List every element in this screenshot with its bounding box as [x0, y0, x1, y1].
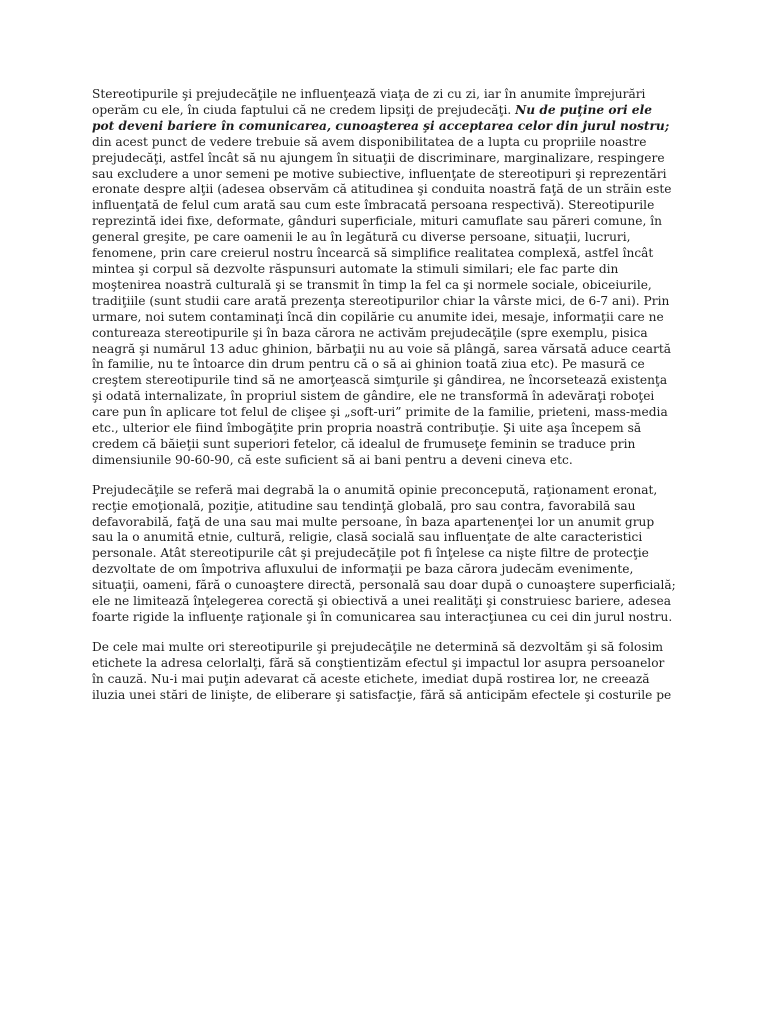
paragraph-3: De cele mai multe ori stereotipurile şi prejudecăţile ne determină să dezvoltăm şi să folosim etichete la adresa celorlalţi, fără să conştientizăm efectul şi impactul lor asupra persoanelor în cauză. Nu-i mai puţin adevarat că aceste etichete, imediat după rostirea lor, ne creează iluzia unei stări de linişte, de eliberare şi satisfacţie, fără să anticipăm efectele şi costurile pe [92, 639, 672, 702]
paragraph-1-emphasis: Nu de puţine ori ele pot deveni bariere în comunicarea, cunoaşterea şi acceptarea celor din jurul nostru; [92, 102, 670, 133]
paragraph-1-body: din acest punct de vedere trebuie să avem disponibilitatea de a lupta cu propriile noastre prejudecăţi, astfel încât să nu ajungem în situaţii de discriminare, marginalizare, respingere sau excludere a unor semeni pe motive subiective, influenţate de stereotipuri şi reprezentări eronate despre alţii (adesea observăm că atitudinea şi conduita noastră faţă de un străin este influenţată de felul cum arată sau cum este îmbracată persoana respectivă). Stereotipurile reprezintă idei fixe, deformate, gânduri superficiale, mituri camuflate sau păreri comune, în general greşite, pe care oamenii le au în legătură cu diverse persoane, situaţii, lucruri, fenomene, prin care creierul nostru încearcă să simplifice realitatea complexă, astfel încât mintea şi corpul să dezvolte răspunsuri automate la stimuli similari; ele fac parte din moştenirea noastră culturală şi se transmit în timp la fel ca şi normele sociale, obiceiurile, tradiţiile (sunt studii care arată prezenţa stereotipurilor chiar la vârste mici, de 6-7 ani). Prin urmare, noi sutem contaminaţi încă din copilărie cu anumite idei, mesaje, informaţii care ne contureaza stereotipurile şi în baza cărora ne activăm prejudecăţile (spre exemplu, pisica neagră şi numărul 13 aduc ghinion, bărbaţii nu au voie să plângă, sarea vărsată aduce ceartă în familie, nu te întoarce din drum pentru că o să ai ghinion toată ziua etc). Pe masură ce creştem stereotipurile tind să ne amorţească simţurile şi gândirea, ne încorsetează existenţa şi odată internalizate, în propriul sistem de gândire, ele ne transformă în adevăraţi roboţei care pun în aplicare tot felul de clişee şi „soft-uri” primite de la familie, prieteni, mass-media etc., ulterior ele fiind îmbogăţite prin propria noastră contribuţie. Şi uite aşa începem să credem că băieţii sunt superiori fetelor, că idealul de frumuseţe feminin se traduce prin dimensiunile 90-60-90, că este suficient să ai bani pentru a deveni cineva etc. [92, 134, 672, 467]
paragraph-1-intro: Stereotipurile şi prejudecăţile ne influenţează viaţa de zi cu zi, iar în anumite împrejurări operăm cu ele, în ciuda faptului că ne credem lipsiţi de prejudecăţi. [92, 87, 646, 117]
document-page [92, 87, 678, 718]
paragraph-2: Prejudecăţile se referă mai degrabă la o anumită opinie preconcepută, raţionament eronat, recţie emoţională, poziţie, atitudine sau tendinţă globală, pro sau contra, favorabilă sau defavorabilă, faţă de una sau mai multe persoane, în baza apartenenţei lor un anumit grup sau la o anumită etnie, cultură, religie, clasă socială sau influenţate de alte caracteristici personale. Atât stereotipurile cât şi prejudecăţile pot fi înţelese ca nişte filtre de protecţie dezvoltate de om împotriva afluxului de informaţii pe baza cărora judecăm evenimente, situaţii, oameni, fără o cunoaştere directă, personală sau doar după o cunoaştere superficială; ele ne limitează înţelegerea corectă şi obiectivă a unei realităţi şi construiesc bariere, adesea foarte rigide la influenţe raţionale şi în comunicarea sau interacţiunea cu cei din jurul nostru. [92, 482, 676, 624]
paragraph-1 [92, 87, 678, 469]
